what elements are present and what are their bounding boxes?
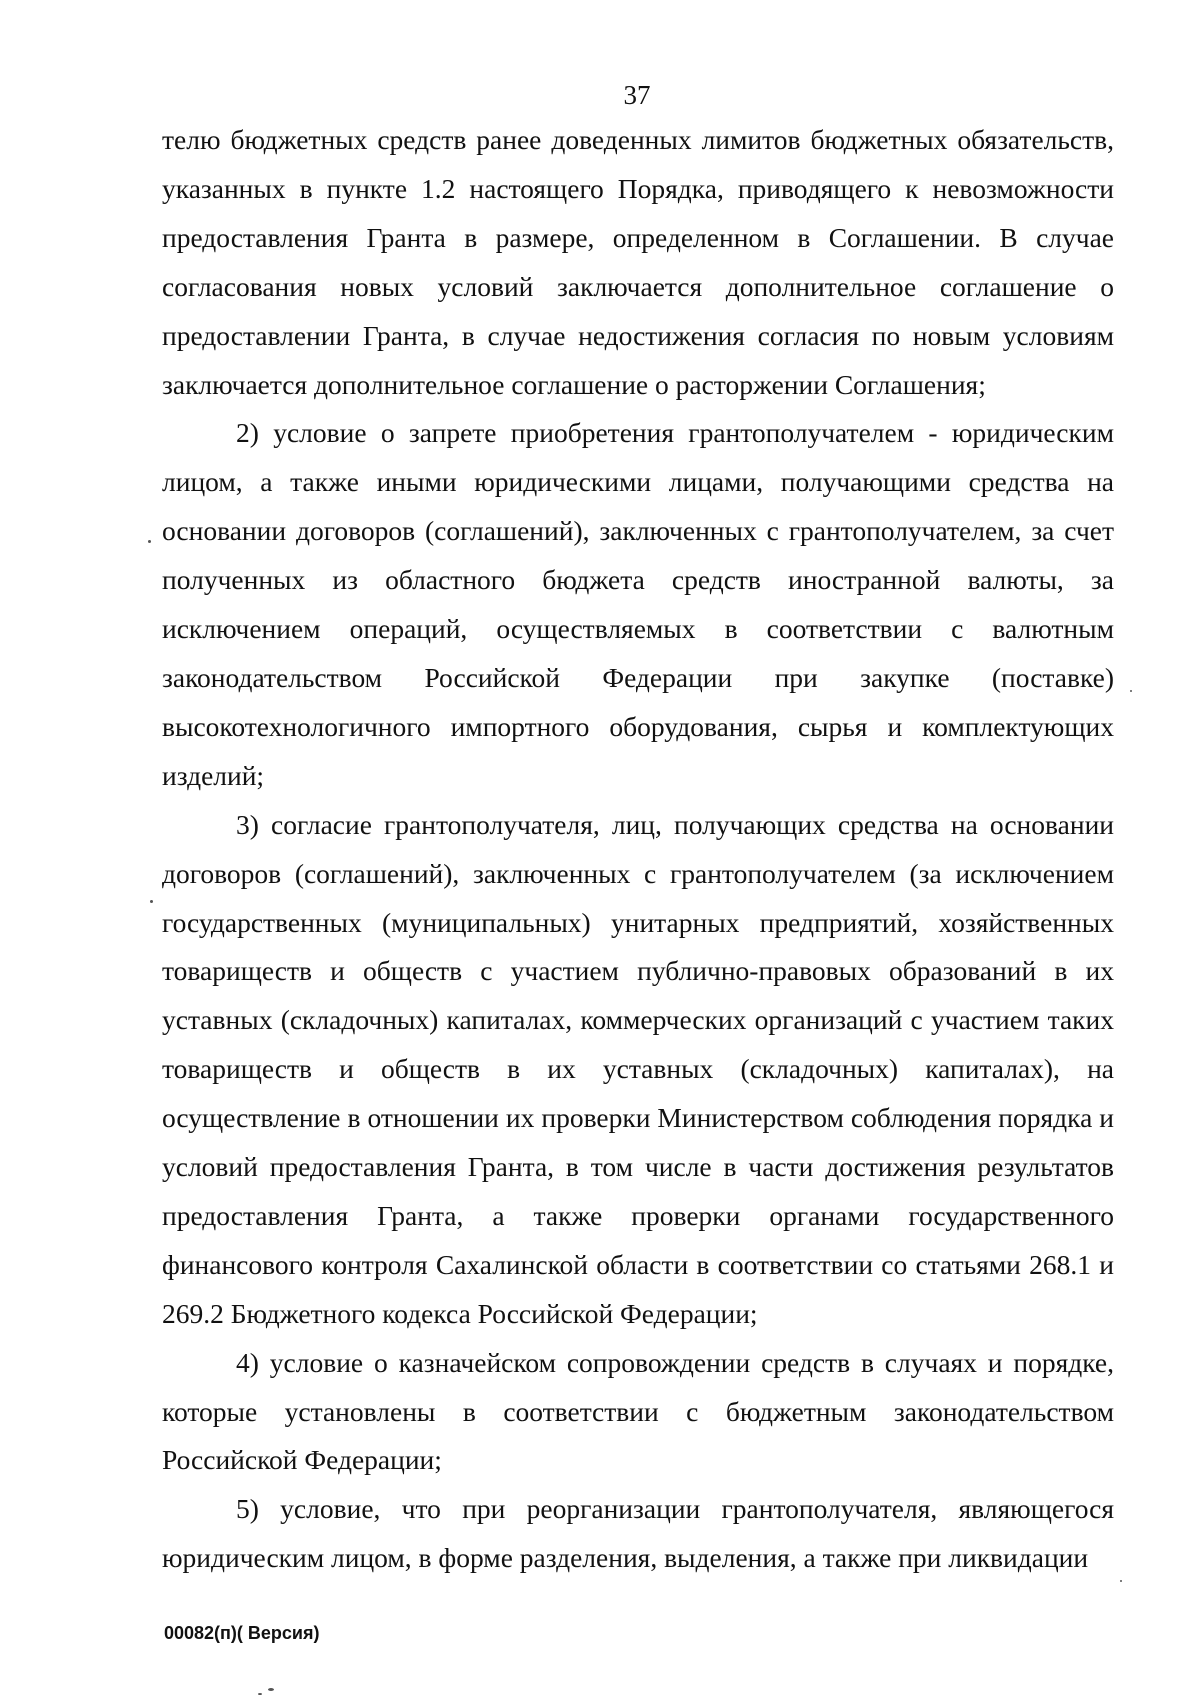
paragraph-item-5: 5) условие, что при реорганизации грантополучателя, являющегося юридическим лицом, в форме разделения, выделения, а также при ликвидации — [162, 1493, 1114, 1574]
scan-speck — [268, 1688, 274, 1691]
scan-speck — [148, 540, 151, 543]
document-body — [162, 116, 1114, 1583]
paragraph-item-3: 3) согласие грантополучателя, лиц, получающих средства на основании договоров (соглашений), заключенных с грантополучателем (за исключением государственных (муниципальных) унитарных предприятий, хозяйственных товариществ и обществ с участием публично-правовых образований в их уставных (складочных) капиталах, коммерческих организаций с участием таких товариществ и обществ в их уставных (складочных) капиталах), на осуществление в отношении их проверки Министерством соблюдения порядка и условий предоставления Гранта, в том числе в части достижения результатов предоставления Гранта, а также проверки органами государственного финансового контроля Сахалинской области в соответствии со статьями 268.1 и 269.2 Бюджетного кодекса Российской Федерации; — [162, 808, 1114, 1329]
scan-speck — [1120, 1580, 1122, 1582]
paragraph-item-2: 2) условие о запрете приобретения грантополучателем - юридическим лицом, а также иными юридическими лицами, получающими средства на основании договоров (соглашений), заключенных с грантополучателем, за счет полученных из областного бюджета средств иностранной валюты, за исключением операций, осуществляемых в соответствии с валютным законодательством Российской Федерации при закупке (поставке) высокотехнологичного импортного оборудования, сырья и комплектующих изделий; — [162, 417, 1114, 791]
scan-speck — [258, 1693, 262, 1695]
scan-speck — [150, 900, 153, 903]
paragraph-item-4: 4) условие о казначейском сопровождении средств в случаях и порядке, которые установлены в соответствии с бюджетным законодательством Российской Федерации; — [162, 1346, 1114, 1476]
paragraph-continuation: телю бюджетных средств ранее доведенных лимитов бюджетных обязательств, указанных в пункте 1.2 настоящего Порядка, приводящего к невозможности предоставления Гранта в размере, определенном в Соглашении. В случае согласования новых условий заключается дополнительное соглашение о предоставлении Гранта, в случае недостижения согласия по новым условиям заключается дополнительное соглашение о расторжении Соглашения; — [162, 124, 1114, 400]
scan-speck — [1130, 690, 1132, 692]
page-number: 37 — [623, 80, 651, 110]
document-code: 00082(п)( Версия) — [164, 1623, 320, 1643]
